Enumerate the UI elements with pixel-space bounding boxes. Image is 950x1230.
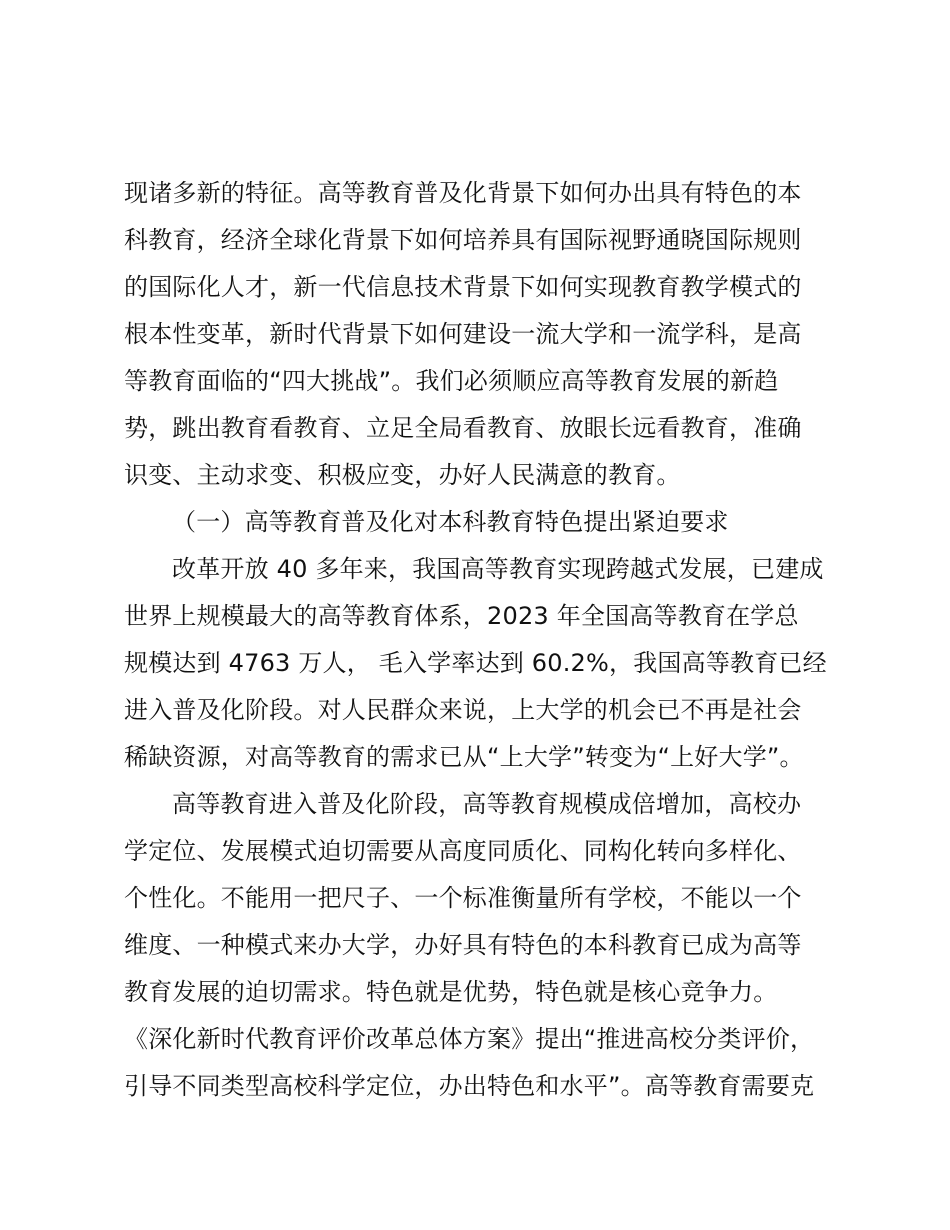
text-line: 等教育面临的“四大挑战”。我们必须顺应高等教育发展的新趋: [124, 367, 779, 395]
text-line: 的国际化人才，新一代信息技术背景下如何实现教育教学模式的: [124, 273, 802, 301]
text-line: 进入普及化阶段。对人民群众来说，上大学的机会已不再是社会: [124, 696, 802, 724]
text-line: 《深化新时代教育评价改革总体方案》提出“推进高校分类评价，: [124, 1025, 815, 1053]
text-line: 根本性变革，新时代背景下如何建设一流大学和一流学科，是高: [124, 320, 802, 348]
text-line: 学定位、发展模式迫切需要从高度同质化、同构化转向多样化、: [124, 837, 802, 865]
text-line: 改革开放 40 多年来，我国高等教育实现跨越式发展，已建成: [172, 555, 824, 583]
text-line: 维度、一种模式来办大学，办好具有特色的本科教育已成为高等: [124, 931, 802, 959]
text-line: 势，跳出教育看教育、立足全局看教育、放眼长远看教育，准确: [124, 414, 802, 442]
text-line: 世界上规模最大的高等教育体系，2023 年全国高等教育在学总: [124, 602, 799, 630]
text-line: 稀缺资源，对高等教育的需求已从“上大学”转变为“上好大学”。: [124, 743, 804, 771]
text-line: 现诸多新的特征。高等教育普及化背景下如何办出具有特色的本: [124, 179, 802, 207]
text-line: 教育发展的迫切需求。特色就是优势，特色就是核心竞争力。: [124, 978, 778, 1006]
body-text: [124, 170, 844, 1110]
text-line: 识变、主动求变、积极应变，办好人民满意的教育。: [124, 461, 681, 489]
text-line: 规模达到 4763 万人， 毛入学率达到 60.2%，我国高等教育已经: [124, 649, 827, 677]
text-line: 个性化。不能用一把尺子、一个标准衡量所有学校，不能以一个: [124, 884, 802, 912]
text-line: 引导不同类型高校科学定位，办出特色和水平”。高等教育需要克: [124, 1072, 815, 1100]
section-heading: （一）高等教育普及化对本科教育特色提出紧迫要求: [172, 508, 729, 536]
text-line: 科教育，经济全球化背景下如何培养具有国际视野通晓国际规则: [124, 226, 802, 254]
text-line: 高等教育进入普及化阶段，高等教育规模成倍增加，高校办: [172, 790, 802, 818]
